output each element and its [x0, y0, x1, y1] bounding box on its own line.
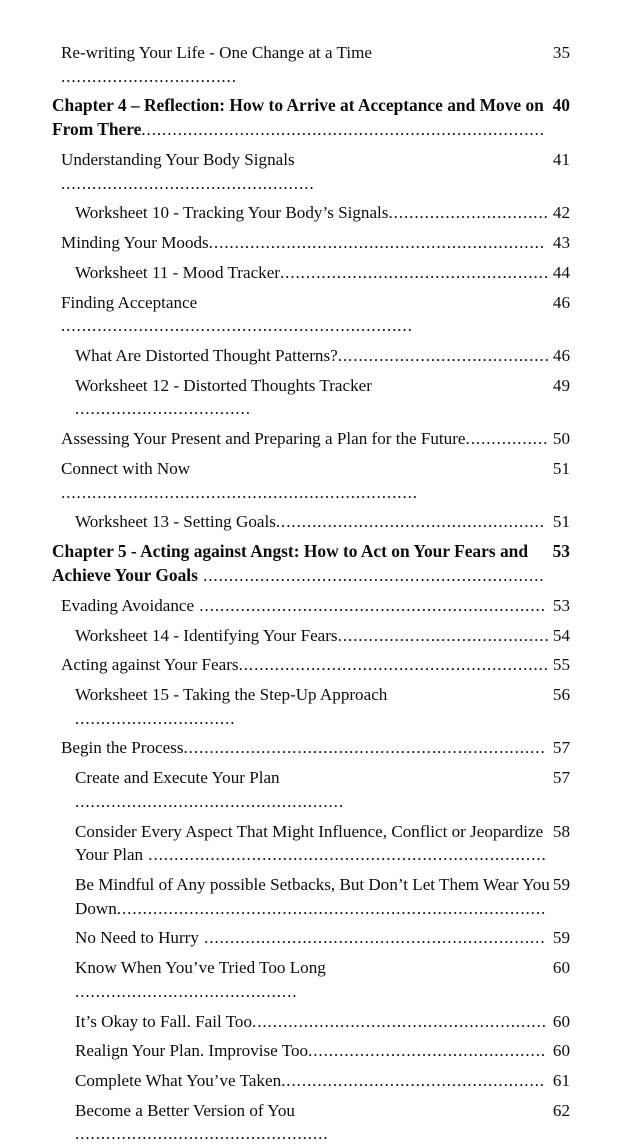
toc-entry[interactable]	[75, 201, 570, 225]
toc-entry-title: Know When You’ve Tried Too Long	[75, 958, 326, 978]
toc-entry-page-number: 40	[552, 95, 570, 116]
dot-leader: ..................................	[75, 399, 251, 419]
toc-entry-page-number: 42	[552, 203, 570, 223]
dot-leader: ....................................................	[275, 512, 545, 532]
toc-entry[interactable]	[61, 427, 570, 451]
toc-entry-page-number: 46	[552, 292, 570, 312]
toc-entry[interactable]	[75, 683, 570, 730]
toc-entry-title: Connect with Now	[61, 458, 191, 478]
toc-entry-page-number: 50	[552, 429, 570, 449]
toc-entry-title: Chapter 5 - Acting against Angst: How to Act on Your Fears and Achieve Your Goals	[52, 541, 529, 585]
toc-entry-page-number: 59	[552, 928, 570, 948]
toc-entry-title: Worksheet 15 - Taking the Step-Up Approach	[75, 685, 388, 705]
toc-entry[interactable]	[61, 736, 570, 760]
toc-entry-title: Worksheet 14 - Identifying Your Fears	[75, 625, 338, 645]
toc-entry[interactable]	[61, 231, 570, 255]
toc-entry-page-number: 62	[552, 1100, 570, 1120]
toc-entry[interactable]	[75, 766, 570, 813]
toc-entry-page-number: 60	[552, 1041, 570, 1061]
dot-leader: .........................................	[337, 625, 550, 645]
toc-entry-title: Re-writing Your Life - One Change at a Time	[61, 43, 372, 62]
toc-entry-title: Worksheet 12 - Distorted Thoughts Tracker	[75, 375, 372, 395]
toc-entry[interactable]	[75, 873, 570, 920]
toc-entry[interactable]	[61, 291, 570, 338]
dot-leader: ...................................................................................	[116, 898, 547, 918]
toc-entry-page-number: 35	[552, 43, 570, 62]
dot-leader: ......................................................................	[183, 738, 546, 758]
dot-leader: ..............................................................................	[141, 119, 545, 139]
toc-entry-page-number: 53	[552, 595, 570, 615]
toc-entry-page-number: 57	[552, 738, 570, 758]
toc-entry-title: Worksheet 13 - Setting Goals	[75, 512, 276, 532]
dot-leader: .........................................................	[252, 1011, 547, 1031]
toc-entry[interactable]	[75, 956, 570, 1003]
dot-leader: .............................................................................	[143, 845, 547, 865]
dot-leader: ...................................................................	[194, 595, 546, 615]
toc-chapter-entry[interactable]	[52, 540, 570, 587]
toc-entry-title: Consider Every Aspect That Might Influence, Conflict or Jeopardize Your Plan	[75, 821, 544, 865]
toc-entry-title: Worksheet 11 - Mood Tracker	[75, 262, 280, 282]
dot-leader: ....................................................	[279, 262, 550, 282]
toc-entry-title: Minding Your Moods	[61, 233, 209, 253]
toc-entry[interactable]	[75, 261, 570, 285]
toc-entry[interactable]	[61, 148, 570, 195]
dot-leader: .........................................	[337, 346, 550, 366]
toc-entry-page-number: 46	[552, 346, 570, 366]
toc-entry[interactable]	[61, 653, 570, 677]
dot-leader: ............................................................	[238, 655, 549, 675]
toc-entry[interactable]	[75, 926, 570, 950]
toc-entry-page-number: 41	[552, 149, 570, 169]
dot-leader: ...............................	[388, 203, 549, 223]
dot-leader: ..................................................................	[197, 565, 545, 585]
toc-entry[interactable]	[75, 374, 570, 421]
dot-leader: .................................................	[61, 173, 315, 193]
toc-entry-title: It’s Okay to Fall. Fail Too	[75, 1011, 253, 1031]
toc-entry-page-number: 61	[552, 1071, 570, 1091]
toc-entry-title: Complete What You’ve Taken	[75, 1071, 282, 1091]
dot-leader: .....................................................................	[61, 482, 418, 502]
toc-entry-page-number: 51	[552, 458, 570, 478]
dot-leader: .................................................	[75, 1124, 329, 1144]
toc-entry[interactable]	[75, 820, 570, 867]
toc-entry-title: Be Mindful of Any possible Setbacks, But Don’t Let Them Wear You Down	[75, 874, 550, 918]
toc-entry-page-number: 55	[552, 655, 570, 675]
dot-leader: ...........................................	[75, 981, 298, 1001]
dot-leader: ................	[465, 429, 549, 449]
toc-entry-page-number: 56	[552, 685, 570, 705]
toc-entry[interactable]	[75, 1010, 570, 1034]
toc-entry-title: Acting against Your Fears	[61, 655, 239, 675]
toc-entry[interactable]	[75, 510, 570, 534]
dot-leader: ....................................................................	[61, 316, 413, 336]
toc-entry[interactable]	[61, 594, 570, 618]
toc-entry-page-number: 60	[552, 1011, 570, 1031]
dot-leader: ...............................	[75, 708, 236, 728]
toc-entry-page-number: 57	[552, 768, 570, 788]
toc-entry-page-number: 59	[552, 874, 570, 894]
toc-entry-title: Create and Execute Your Plan	[75, 768, 280, 788]
toc-entry-title: Begin the Process	[61, 738, 184, 758]
toc-entry-page-number: 53	[552, 541, 570, 562]
toc-entry-page-number: 51	[552, 512, 570, 532]
toc-entry[interactable]	[75, 344, 570, 368]
toc-entry[interactable]	[61, 41, 570, 88]
toc-entry-title: Assessing Your Present and Preparing a Plan for the Future	[61, 429, 466, 449]
dot-leader: .................................................................	[208, 233, 545, 253]
toc-entry[interactable]	[61, 457, 570, 504]
toc-entry[interactable]	[75, 1069, 570, 1093]
toc-entry[interactable]	[75, 1039, 570, 1063]
toc-entry-page-number: 58	[552, 821, 570, 841]
dot-leader: ..................................	[61, 66, 237, 86]
toc-entry-page-number: 54	[552, 625, 570, 645]
dot-leader: ..................................................................	[198, 928, 546, 948]
toc-entry-page-number: 49	[552, 375, 570, 395]
toc-entry-title: Chapter 4 – Reflection: How to Arrive at Acceptance and Move on From There	[52, 95, 544, 139]
toc-entry-title: Understanding Your Body Signals	[61, 149, 295, 169]
toc-entry-title: Realign Your Plan. Improvise Too	[75, 1041, 309, 1061]
dot-leader: ..............................................	[308, 1041, 547, 1061]
toc-entry-title: No Need to Hurry	[75, 928, 199, 948]
toc-entry-page-number: 44	[552, 262, 570, 282]
toc-entry-page-number: 60	[552, 958, 570, 978]
toc-chapter-entry[interactable]	[52, 94, 570, 141]
toc-entry[interactable]	[75, 624, 570, 648]
toc-entry-title: Finding Acceptance	[61, 292, 198, 312]
toc-entry-title: Worksheet 10 - Tracking Your Body’s Signals	[75, 203, 389, 223]
toc-entry-title: Evading Avoidance	[61, 595, 195, 615]
toc-entry-title: What Are Distorted Thought Patterns?	[75, 346, 338, 366]
toc-entry-title: Become a Better Version of You	[75, 1100, 295, 1120]
toc-entry-page-number: 43	[552, 233, 570, 253]
toc-entry[interactable]	[75, 1099, 570, 1146]
dot-leader: ...................................................	[281, 1071, 545, 1091]
dot-leader: ....................................................	[75, 791, 345, 811]
